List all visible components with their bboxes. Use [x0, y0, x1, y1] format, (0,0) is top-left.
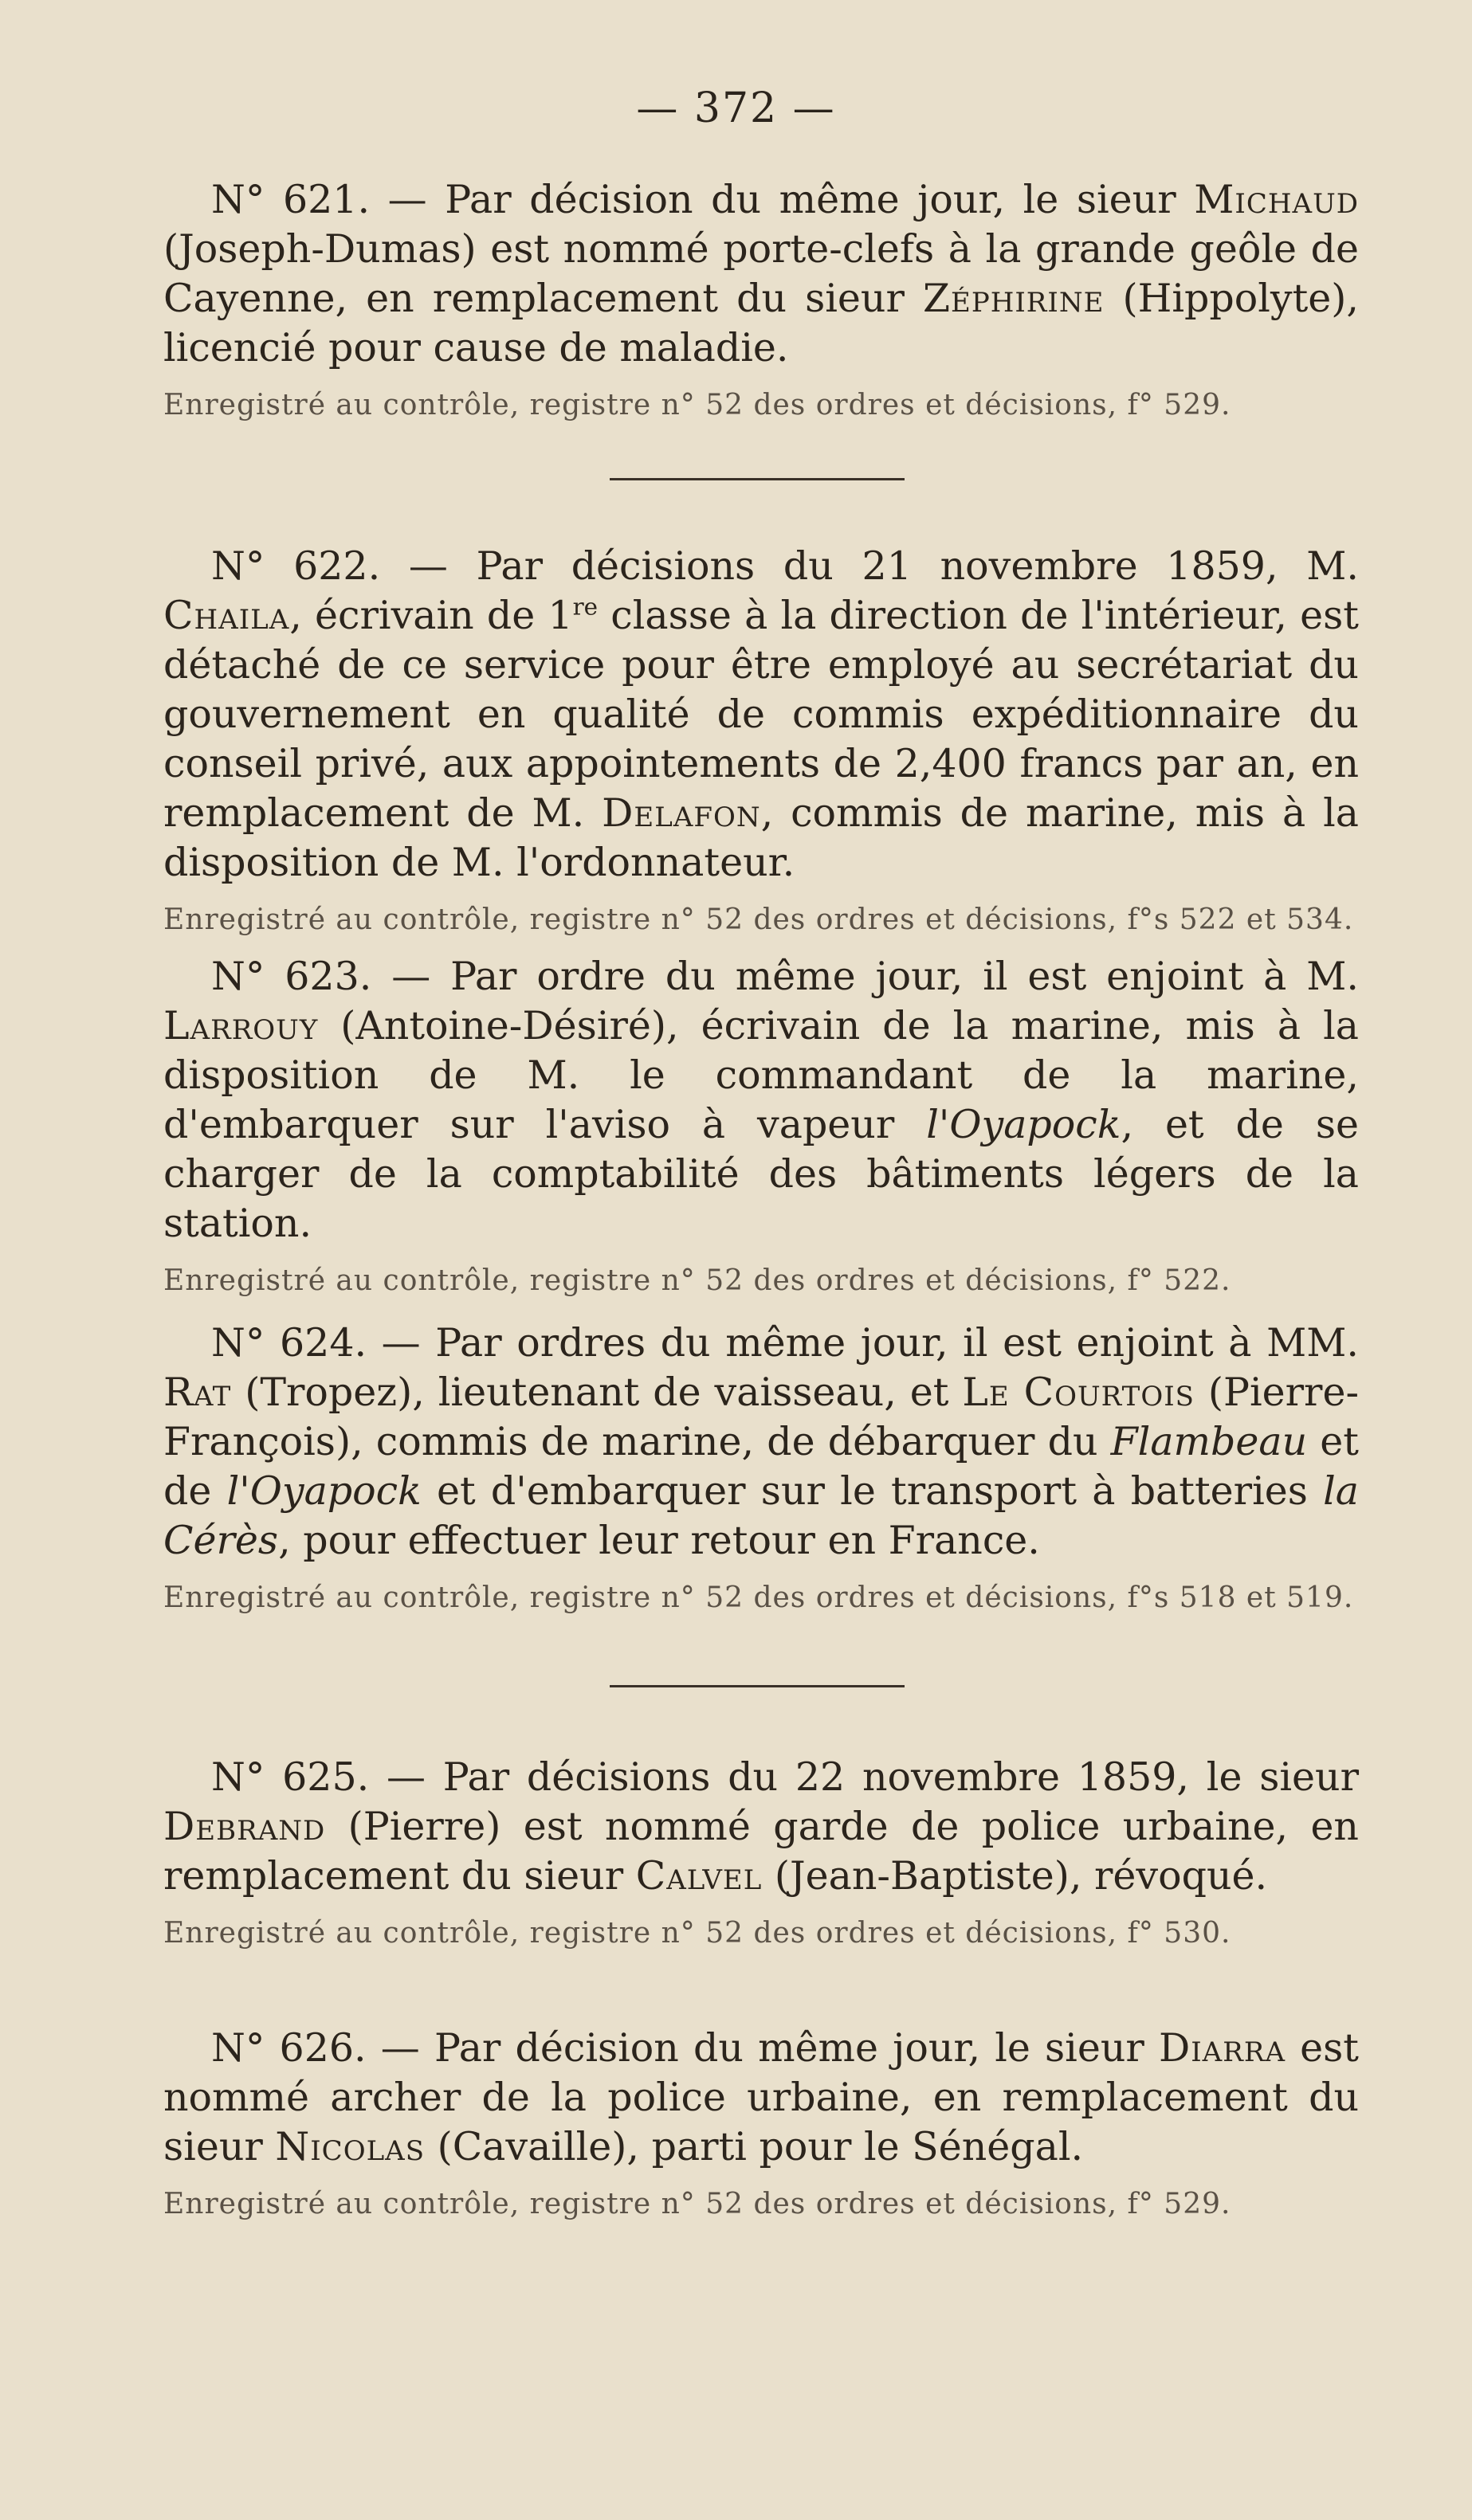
registration-note: Enregistré au contrôle, registre n° 52 des ordres et décisions, f° 522. [163, 1264, 1231, 1297]
ship-name: Flambeau [1110, 1419, 1308, 1464]
page-number: — 372 — [636, 84, 836, 132]
person-name: Zéphirine [922, 276, 1105, 321]
entry-number: N° 622. [211, 543, 381, 589]
entry-text: N° 622. — Par décisions du 21 novembre 1859, M. Chaila, écrivain de 1re classe à la direction de l'intérieur, est détaché de ce service pour être employé au secrétariat du gouvernement en qualité de commis expéditionnaire du conseil privé, aux appointements de 2,400 francs par an, en remplacement de M. Delafon, commis de marine, mis à la disposition de M. l'ordonnateur. [163, 543, 1359, 885]
ship-name: la Cérès [163, 1468, 1359, 1563]
entry-622 [163, 542, 1359, 940]
entry-text: N° 621. — Par décision du même jour, le sieur Michaud (Joseph-Dumas) est nommé porte-clefs à la grande geôle de Cayenne, en remplacement du sieur Zéphirine (Hippolyte), licencié pour cause de maladie. [163, 177, 1359, 370]
person-name: Chaila [163, 593, 290, 638]
entry-text: N° 626. — Par décision du même jour, le sieur Diarra est nommé archer de la police urbaine, en remplacement du sieur Nicolas (Cavaille), parti pour le Sénégal. [163, 2025, 1359, 2169]
registration-note: Enregistré au contrôle, registre n° 52 des ordres et décisions, f°s 522 et 534. [163, 903, 1354, 936]
entry-text: N° 625. — Par décisions du 22 novembre 1859, le sieur Debrand (Pierre) est nommé garde de police urbaine, en remplacement du sieur Calvel (Jean-Baptiste), révoqué. [163, 1754, 1359, 1899]
entry-text: N° 623. — Par ordre du même jour, il est enjoint à M. Larrouy (Antoine-Désiré), écrivain de la marine, mis à la disposition de M. le commandant de la marine, d'embarquer sur l'aviso à vapeur l'Oyapock, et de se charger de la comptabilité des bâtiments légers de la station. [163, 954, 1359, 1246]
entry-624 [163, 1319, 1359, 1618]
entry-621 [163, 175, 1359, 425]
registration-note: Enregistré au contrôle, registre n° 52 des ordres et décisions, f° 529. [163, 2188, 1231, 2220]
person-name: Rat [163, 1370, 232, 1415]
entry-number: N° 621. [211, 177, 371, 222]
entry-number: N° 624. [211, 1320, 367, 1366]
person-name: Delafon [602, 790, 761, 836]
entry-626 [163, 2024, 1359, 2224]
person-name: Larrouy [163, 1003, 319, 1048]
entry-number: N° 623. [211, 954, 372, 999]
entry-number: N° 626. [211, 2025, 367, 2071]
person-name: Le Courtois [962, 1370, 1195, 1415]
person-name: Debrand [163, 1804, 326, 1849]
ship-name: l'Oyapock [926, 1102, 1121, 1147]
registration-note: Enregistré au contrôle, registre n° 52 des ordres et décisions, f°s 518 et 519. [163, 1581, 1354, 1614]
section-divider [610, 1685, 905, 1687]
person-name: Diarra [1158, 2025, 1286, 2071]
person-name: Michaud [1194, 177, 1359, 222]
entry-number: N° 625. [211, 1754, 370, 1800]
section-divider [610, 478, 905, 480]
registration-note: Enregistré au contrôle, registre n° 52 des ordres et décisions, f° 530. [163, 1917, 1231, 1950]
entry-625 [163, 1753, 1359, 1954]
ship-name: l'Oyapock [226, 1468, 422, 1514]
registration-note: Enregistré au contrôle, registre n° 52 des ordres et décisions, f° 529. [163, 389, 1231, 421]
person-name: Nicolas [275, 2124, 425, 2169]
entry-text: N° 624. — Par ordres du même jour, il est enjoint à MM. Rat (Tropez), lieutenant de vaisseau, et Le Courtois (Pierre-François), commis de marine, de débarquer du Flambeau et de l'Oyapock et d'embarquer sur le transport à batteries la Cérès, pour effectuer leur retour en France. [163, 1320, 1360, 1563]
person-name: Calvel [635, 1853, 763, 1899]
entry-623 [163, 952, 1359, 1301]
